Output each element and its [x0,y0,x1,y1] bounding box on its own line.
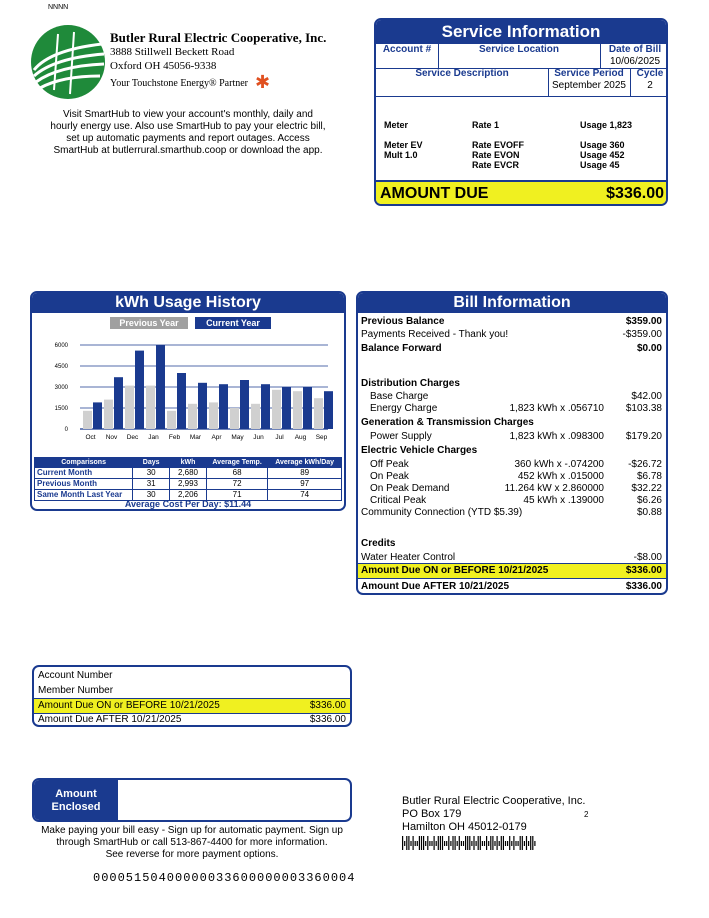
amount-enclosed-label [34,780,118,822]
service-period-label: Service Period [554,68,624,79]
amount-enclosed-panel [32,778,352,822]
barcode-bar [486,836,487,850]
service-info-title: Service Information [376,20,666,44]
barcode-bar [520,836,521,850]
previous-balance-label: Previous Balance [361,316,445,327]
ev-rate: Rate EVCR [472,160,520,170]
comparisons-cell: 72 [206,479,267,490]
on-peak-label: On Peak [370,471,409,482]
comparisons-header-cell: kWh [170,458,207,468]
remit-line-1: PO Box 179 [402,808,462,820]
due-before-row [358,563,666,579]
payments-amount: -$359.00 [622,329,662,340]
barcode-bar [476,841,477,846]
comparisons-cell: Current Month [35,468,133,479]
power-supply-label: Power Supply [370,431,432,442]
bar-previous-year [146,386,155,429]
x-tick-label: Oct [85,434,96,441]
stub-due-after-amount: $336.00 [309,714,346,725]
barcode-bar [431,841,432,846]
ev-rate: Rate EVON [472,150,520,160]
y-tick-label: 1500 [54,406,68,412]
amount-enclosed-line: Enclosed [51,801,101,813]
comparisons-cell: 97 [268,479,342,490]
barcode-bar [429,841,430,846]
bar-current-year [261,384,270,429]
legend-previous-year: Previous Year [110,317,188,329]
power-supply-amount: $179.20 [625,431,662,442]
amount-due-bar [376,180,668,206]
autopay-line: Make paying your bill easy - Sign up for automatic payment. Sign up [41,825,343,836]
water-heater-label: Water Heater Control [361,552,456,563]
ev-usage: Usage 452 [580,150,625,160]
bar-current-year [135,351,144,429]
bar-previous-year [83,411,92,429]
comparisons-row [35,479,342,490]
comparisons-cell: 68 [206,468,267,479]
scanline: 00005150400000033600000003360004 [93,871,356,885]
account-label: Account # [376,44,439,69]
on-peak-demand-amount: $32.22 [631,483,662,494]
y-tick-label: 3000 [54,385,68,391]
bar-current-year [282,387,291,429]
comparisons-cell: 30 [133,490,170,501]
comparisons-table [34,457,342,501]
barcode-bar [423,836,424,850]
barcode-bar [480,836,481,850]
barcode-bar [478,836,479,850]
y-tick-label: 4500 [54,364,68,370]
barcode-bar [406,836,407,850]
barcode-bar [425,841,426,846]
company-address-1: 3888 Stillwell Beckett Road [110,46,235,58]
autopay-line: See reverse for more payment options. [105,849,279,860]
barcode-bar [467,836,468,850]
cycle-label: Cycle [636,68,664,79]
barcode-bar [492,836,493,850]
barcode-bar [509,836,510,850]
community-connection-label: Community Connection (YTD $5.39) [361,507,523,518]
barcode-bar [404,841,405,846]
stub-due-after-label: Amount Due AFTER 10/21/2025 [38,714,182,725]
barcode-bar [488,841,489,846]
barcode-bar [444,841,445,846]
y-tick-label: 0 [64,427,68,433]
remit-name: Butler Rural Electric Cooperative, Inc. [402,795,586,807]
x-tick-label: Jul [275,434,284,441]
x-tick-label: Apr [211,434,222,441]
barcode-bar [465,836,466,850]
base-charge-label: Base Charge [370,391,429,402]
date-of-bill [600,44,668,69]
x-tick-label: Feb [168,434,181,441]
barcode-bar [452,836,453,850]
barcode-bar [518,841,519,846]
credits-header-label: Credits [361,538,396,549]
cycle-value: 2 [647,80,653,91]
barcode-bar [497,836,498,850]
bar-current-year [114,377,123,429]
balance-forward-amount: $0.00 [636,343,662,354]
x-tick-label: Mar [189,434,202,441]
off-peak-amount: -$26.72 [628,459,662,470]
usage-chart [32,333,344,453]
barcode-bar [415,841,416,846]
barcode-bar [503,836,504,850]
comparisons-cell: 2,680 [170,468,207,479]
bar-previous-year [251,404,260,429]
barcode-bar [482,841,483,846]
smarthub-line: set up automatic payments and report outages. Access [66,133,310,144]
cycle [630,68,668,97]
x-tick-label: Jan [148,434,159,441]
member-number-label: Member Number [38,685,114,696]
barcode-bar [413,836,414,850]
barcode-bar [532,836,533,850]
company-logo [30,24,106,100]
critical-peak-label: Critical Peak [370,495,427,506]
bar-current-year [324,391,333,429]
meter-ev [384,140,423,160]
x-tick-label: Nov [105,434,118,441]
comparisons-header-cell: Comparisons [35,458,133,468]
comparisons-cell: Previous Month [35,479,133,490]
barcode-bar [434,836,435,850]
x-tick-label: Aug [294,434,307,441]
service-info-panel [374,18,668,206]
comparisons-cell: 30 [133,468,170,479]
stub-due-before-amount: $336.00 [309,700,346,711]
bar-current-year [198,383,207,429]
bar-previous-year [272,390,281,429]
autopay-line: through SmartHub or call 513-867-4400 for more information. [56,837,328,848]
account-number-label: Account Number [38,670,113,681]
barcode-bar [450,841,451,846]
smarthub-line: hourly energy use. Also use SmartHub to pay your electric bill, [50,121,326,132]
distribution-header-label: Distribution Charges [361,378,460,389]
meter-1: Meter [384,120,409,130]
due-before-amount: $336.00 [625,565,662,576]
meter-ev-mult: Mult 1.0 [384,150,418,160]
barcode-bar [499,841,500,846]
barcode-bar [421,836,422,850]
stub-due-before-label: Amount Due ON or BEFORE 10/21/2025 [38,700,220,711]
comparisons-header [35,458,342,468]
power-supply-detail: 1,823 kWh x .098300 [509,431,604,442]
comparisons-header-cell: Average kWh/Day [268,458,342,468]
barcode-bar [501,836,502,850]
base-charge-amount: $42.00 [631,391,662,402]
remit-line-2: Hamilton OH 45012-0179 [402,821,527,833]
amount-due-value: $336.00 [606,185,664,202]
barcode-bar [484,841,485,846]
ev-usages [580,140,625,170]
barcode-bar [402,836,403,850]
comparisons-cell: 89 [268,468,342,479]
stub-due-before-row [34,698,350,714]
barcode-bar [459,836,460,850]
ev-header-label: Electric Vehicle Charges [361,445,478,456]
balance-forward-label: Balance Forward [361,343,442,354]
barcode-bar [513,836,514,850]
amount-enclosed-input[interactable] [120,782,348,820]
barcode-bar [457,841,458,846]
bar-previous-year [188,404,197,429]
barcode-bar [511,841,512,846]
amount-due-label: AMOUNT DUE [380,185,489,202]
ev-rate: Rate EVOFF [472,140,525,150]
barcode-bar [471,841,472,846]
barcode-bar [448,836,449,850]
bar-previous-year [167,411,176,429]
barcode-bar [469,836,470,850]
barcode-bar [515,841,516,846]
on-peak-amount: $6.78 [636,471,662,482]
barcode-bar [440,836,441,850]
barcode-bar [473,836,474,850]
bar-current-year [303,387,312,429]
rate-1: Rate 1 [472,120,500,130]
service-description-label: Service Description [376,68,549,97]
generation-header-label: Generation & Transmission Charges [361,417,534,428]
barcode-bar [427,836,428,850]
barcode-bar [526,836,527,850]
barcode-bar [417,841,418,846]
x-tick-label: Dec [126,434,139,441]
critical-peak-amount: $6.26 [636,495,662,506]
bar-current-year [156,345,165,429]
usage-history-title: kWh Usage History [32,293,344,313]
top-code: NNNN [48,4,69,11]
bar-previous-year [293,391,302,429]
comparisons-cell: 2,206 [170,490,207,501]
on-peak-detail: 452 kWh x .015000 [517,471,604,482]
date-of-bill-label: Date of Bill [608,44,662,55]
barcode-bar [494,841,495,846]
off-peak-label: Off Peak [370,459,409,470]
comparisons-cell: Same Month Last Year [35,490,133,501]
barcode-bar [410,841,411,846]
amount-enclosed-line: Amount [55,788,97,800]
previous-balance-amount: $359.00 [625,316,662,327]
barcode-bar [436,841,437,846]
company-address-2: Oxford OH 45056-9338 [110,60,217,72]
company-name: Butler Rural Electric Cooperative, Inc. [110,30,327,45]
comparisons-header-cell: Average Temp. [206,458,267,468]
barcode-bar [419,836,420,850]
usage-1: Usage 1,823 [580,120,633,130]
bill-info-title: Bill Information [358,293,666,313]
comparisons-cell: 71 [206,490,267,501]
due-after-label: Amount Due AFTER 10/21/2025 [361,581,510,592]
x-tick-label: May [231,434,244,441]
due-before-label: Amount Due ON or BEFORE 10/21/2025 [361,565,549,576]
barcode-bar [530,836,531,850]
barcode-bar [455,836,456,850]
bill-info-panel [356,291,668,595]
ev-usage: Usage 45 [580,160,620,170]
barcode-bar [524,841,525,846]
energy-charge-label: Energy Charge [370,403,438,414]
bar-previous-year [230,408,239,429]
comparisons-cell: 2,993 [170,479,207,490]
service-period-value: September 2025 [552,80,626,91]
bar-current-year [240,380,249,429]
bar-current-year [219,384,228,429]
due-after-amount: $336.00 [625,581,662,592]
bar-previous-year [104,400,113,429]
barcode-bar [505,841,506,846]
barcode-bar [507,841,508,846]
barcode-bar [461,841,462,846]
barcode-bar [490,836,491,850]
barcode-bar [438,836,439,850]
energy-charge-amount: $103.38 [625,403,662,414]
average-cost-per-day: Average Cost Per Day: $11.44 [124,499,252,509]
bar-previous-year [209,402,218,429]
smarthub-line: SmartHub at butlerrural.smarthub.coop or download the app. [53,145,323,156]
service-location-label: Service Location [438,44,601,69]
smarthub-line: Visit SmartHub to view your account's monthly, daily and [63,109,313,120]
remit-code: 2 [584,810,589,819]
x-tick-label: Sep [315,434,328,441]
postal-barcode [402,836,542,850]
barcode-bar [534,841,535,846]
stub-due-after-row [34,714,350,727]
y-tick-label: 6000 [54,343,68,349]
autopay-text [22,825,362,861]
ev-usage: Usage 360 [580,140,625,150]
legend-current-year: Current Year [195,317,271,329]
off-peak-detail: 360 kWh x -.074200 [514,459,604,470]
water-heater-amount: -$8.00 [633,552,662,563]
barcode-bar [463,841,464,846]
comparisons-cell: 74 [268,490,342,501]
partner-tagline: Your Touchstone Energy® Partner [110,78,248,89]
critical-peak-detail: 45 kWh x .139000 [523,495,604,506]
barcode-bar [408,836,409,850]
bar-current-year [93,402,102,429]
ev-rates [472,140,524,170]
x-tick-label: Jun [253,434,264,441]
usage-history-panel [30,291,346,511]
barcode-bar [528,841,529,846]
payments-label: Payments Received - Thank you! [361,329,509,340]
bar-current-year [177,373,186,429]
service-period [548,68,631,97]
community-connection-amount: $0.88 [636,507,662,518]
energy-charge-detail: 1,823 kWh x .056710 [509,403,604,414]
barcode-bar [442,836,443,850]
bar-previous-year [314,398,323,429]
comparisons-row [35,468,342,479]
stub-summary-panel [32,665,352,727]
touchstone-logo-icon: ✱ [255,72,271,92]
barcode-bar [446,841,447,846]
date-of-bill-value: 10/06/2025 [609,56,661,67]
on-peak-demand-label: On Peak Demand [370,483,450,494]
comparisons-header-cell: Days [133,458,170,468]
comparisons-cell: 31 [133,479,170,490]
remit-address [402,795,585,834]
meter-ev-label: Meter EV [384,140,423,150]
barcode-bar [522,836,523,850]
on-peak-demand-detail: 11.264 kW x 2.860000 [504,483,604,494]
bar-previous-year [125,386,134,429]
smarthub-text [18,109,358,157]
